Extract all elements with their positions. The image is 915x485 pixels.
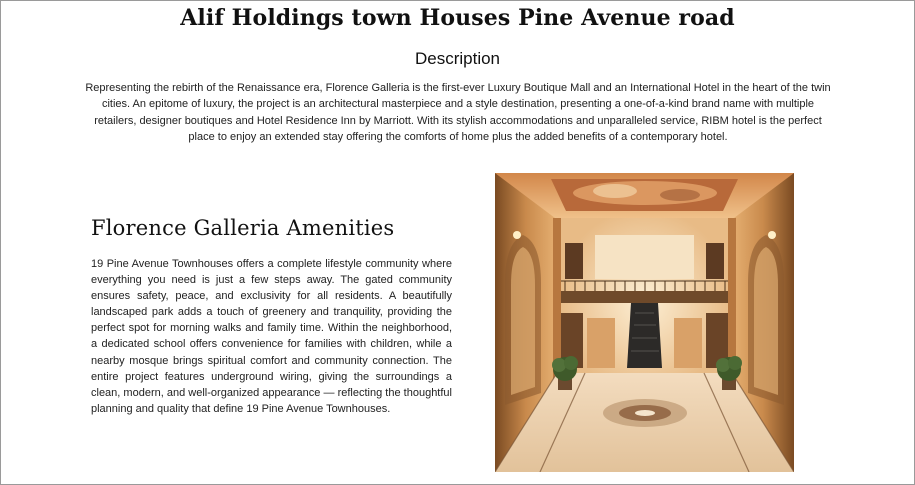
description-text: Representing the rebirth of the Renaissance era, Florence Galleria is the first-ever Luxury Boutique Mall and an International Hotel in the heart of the twin cities. An epitome of luxury, the project is an architectural masterpiece and a style destination, presenting a one-of-a-kind brand name with multiple retailers, designer boutiques and Hotel Residence Inn by Marriott. With its stylish accommodations and unparalleled service, RIBM hotel is the perfect place to enjoy an extended stay offering the comforts of home plus the added benefits of a contemporary hotel.: [85, 82, 831, 143]
galleria-interior-image: [495, 173, 794, 472]
description-heading: Description: [414, 49, 501, 68]
page-title: Alif Holdings town Houses Pine Avenue road: [180, 5, 735, 31]
amenities-heading: Florence Galleria Amenities: [91, 216, 395, 240]
amenities-text: 19 Pine Avenue Townhouses offers a complete lifestyle community where everything you need is just a few steps away. The gated community ensures safety, peace, and exclusivity for all residents. A beautifully landscaped park adds a touch of greenery and tranquility, providing the perfect spot for morning walks and family time. Within the neighborhood, a dedicated school offers convenience for families with children, while a nearby mosque brings spiritual comfort and community connection. The entire project features underground wiring, giving the surroundings a clean, modern, and well-organized appearance — reflecting the thoughtful planning and quality that define 19 Pine Avenue Townhouses.: [91, 258, 452, 415]
